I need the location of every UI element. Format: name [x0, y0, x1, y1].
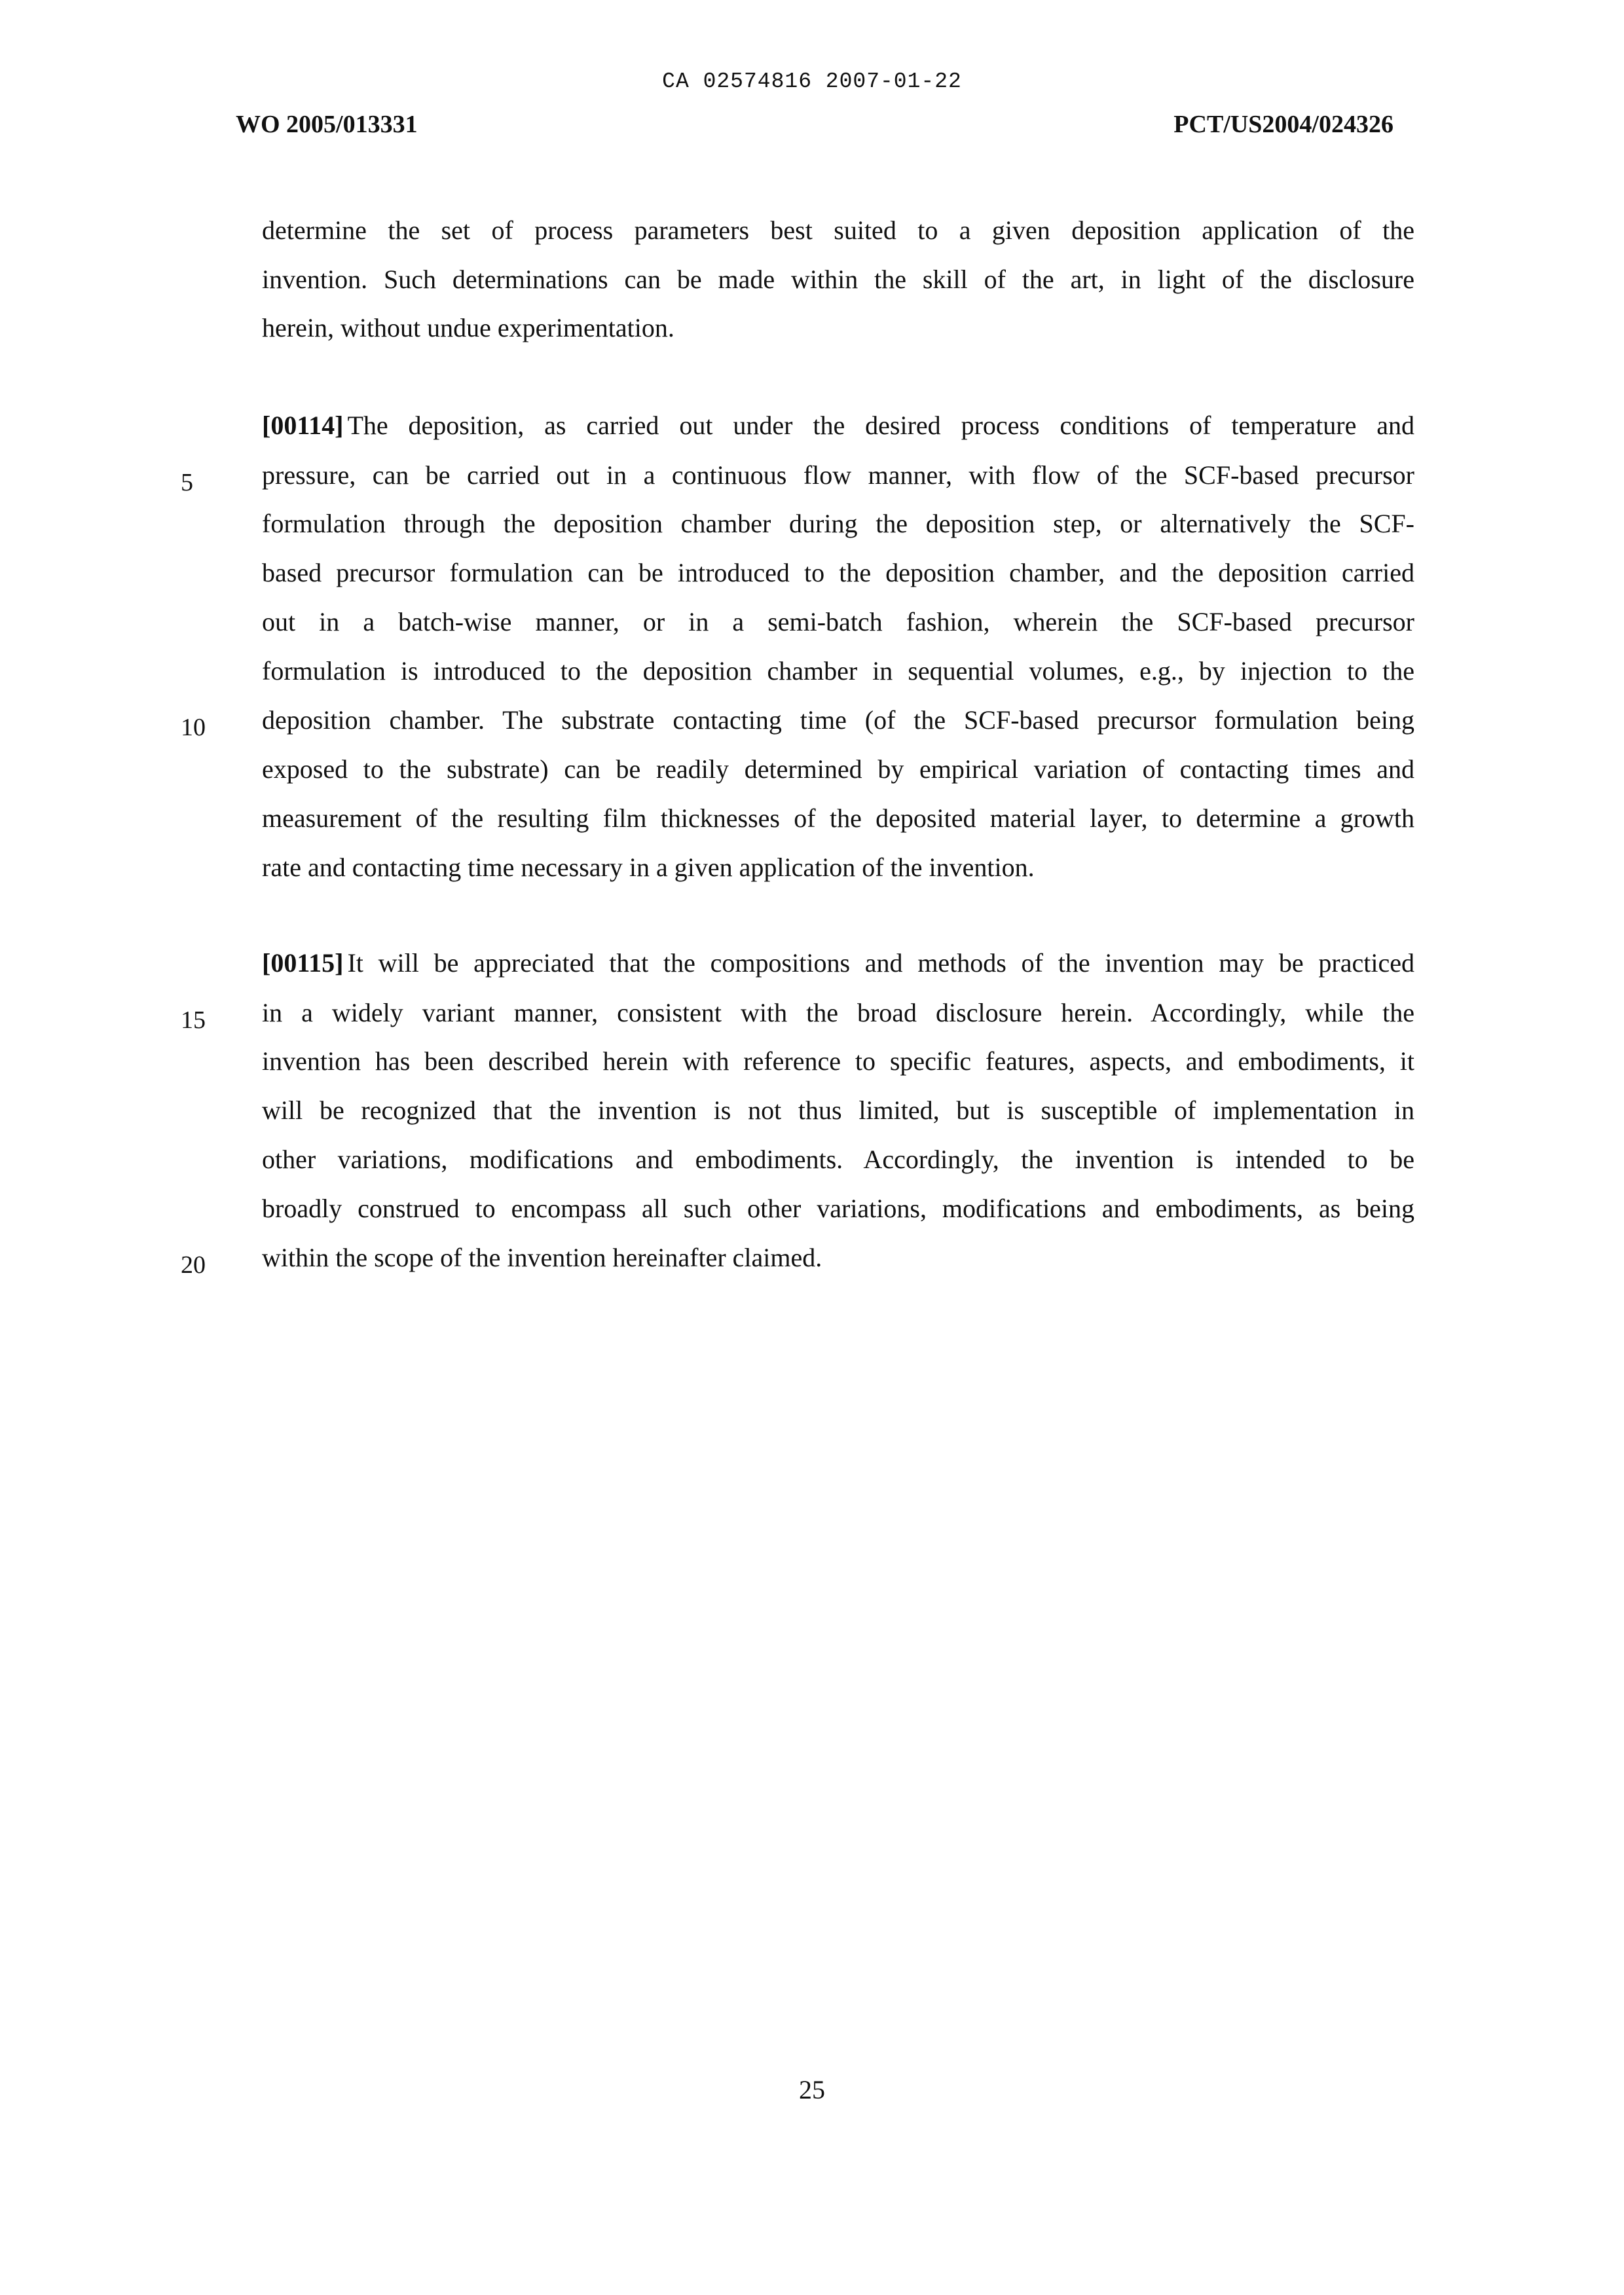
paragraph-number: [00114]: [262, 411, 344, 440]
text-line: rate and contacting time necessary in a given application of the invention.: [262, 853, 1035, 882]
text-line: formulation is introduced to the deposition chamber in sequential volumes, e.g., by injection to the: [262, 656, 1414, 686]
margin-line-number: 20: [181, 1251, 206, 1279]
page-number: 25: [799, 2075, 825, 2104]
text-line: exposed to the substrate) can be readily determined by empirical variation of contacting times and: [262, 754, 1414, 784]
margin-line-number: 10: [181, 714, 206, 741]
text-line: out in a batch-wise manner, or in a semi-batch fashion, wherein the SCF-based precursor: [262, 607, 1414, 636]
text-line: broadly construed to encompass all such other variations, modifications and embodiments, as being: [262, 1194, 1414, 1223]
text-line: herein, without undue experimentation.: [262, 313, 674, 342]
text-line: invention. Such determinations can be made within the skill of the art, in light of the disclosure: [262, 265, 1414, 294]
text-line: [262, 946, 1414, 981]
line-text: The deposition, as carried out under the desired process conditions of temperature and: [347, 411, 1414, 440]
text-line: pressure, can be carried out in a continuous flow manner, with flow of the SCF-based precursor: [262, 460, 1414, 490]
text-line: within the scope of the invention hereinafter claimed.: [262, 1243, 822, 1272]
text-line: will be recognized that the invention is not thus limited, but is susceptible of implementation in: [262, 1095, 1414, 1125]
filing-stamp: CA 02574816 2007-01-22: [662, 69, 962, 94]
publication-number: WO 2005/013331: [236, 111, 418, 138]
text-line: based precursor formulation can be introduced to the deposition chamber, and the deposition carried: [262, 558, 1414, 587]
text-line: other variations, modifications and embodiments. Accordingly, the invention is intended to be: [262, 1145, 1414, 1174]
margin-line-number: 15: [181, 1006, 206, 1034]
text-line: [262, 408, 1414, 443]
text-line: in a widely variant manner, consistent with the broad disclosure herein. Accordingly, while the: [262, 998, 1414, 1027]
paragraph-number: [00115]: [262, 948, 344, 978]
text-line: measurement of the resulting film thicknesses of the deposited material layer, to determine a growth: [262, 803, 1414, 833]
text-line: formulation through the deposition chamber during the deposition step, or alternatively the SCF-: [262, 509, 1414, 538]
text-line: invention has been described herein with reference to specific features, aspects, and embodiments, it: [262, 1046, 1414, 1076]
margin-line-number: 5: [181, 469, 193, 496]
text-line: deposition chamber. The substrate contacting time (of the SCF-based precursor formulation being: [262, 705, 1414, 735]
line-text: It will be appreciated that the compositions and methods of the invention may be practiced: [347, 948, 1414, 978]
application-number: PCT/US2004/024326: [1173, 111, 1393, 138]
text-line: determine the set of process parameters best suited to a given deposition application of the: [262, 215, 1414, 245]
